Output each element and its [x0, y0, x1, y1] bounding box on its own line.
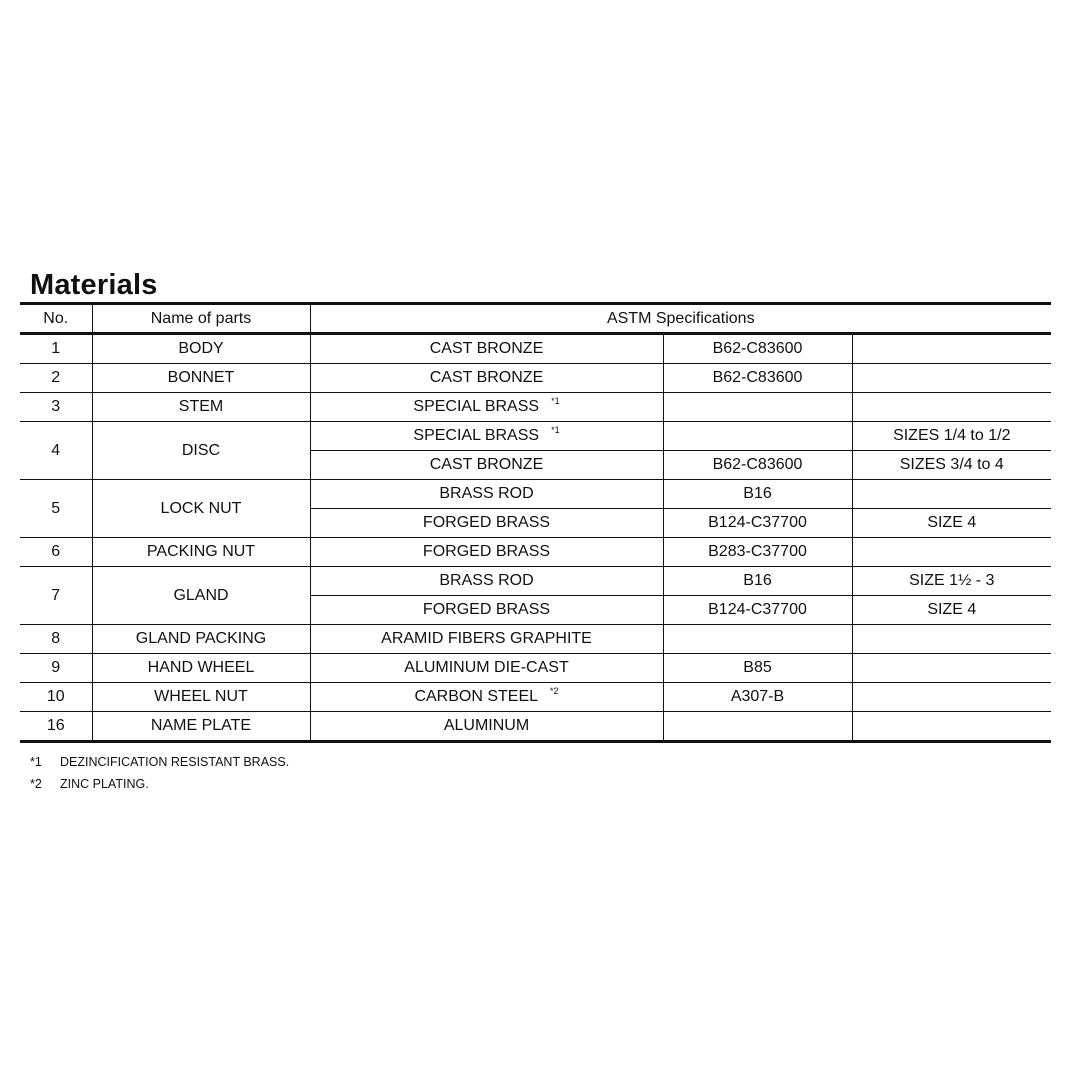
part-remark — [852, 654, 1051, 683]
material-text: SPECIAL BRASS — [413, 426, 540, 444]
footnotes — [30, 751, 289, 795]
footnote-2 — [30, 773, 289, 795]
part-no: 10 — [20, 683, 92, 712]
table-row — [20, 712, 1051, 742]
material-text: BRASS ROD — [439, 485, 534, 502]
part-no: 16 — [20, 712, 92, 742]
table-row — [20, 538, 1051, 567]
part-spec: B85 — [663, 654, 852, 683]
part-material — [310, 625, 663, 654]
part-spec: B62-C83600 — [663, 334, 852, 364]
part-material — [310, 654, 663, 683]
part-no: 8 — [20, 625, 92, 654]
part-material — [310, 683, 663, 712]
footnote-mark: *1 — [30, 755, 42, 769]
part-material — [310, 538, 663, 567]
table-header-row — [20, 304, 1051, 334]
material-text: SPECIAL BRASS — [413, 397, 540, 415]
part-no: 3 — [20, 393, 92, 422]
table-row — [20, 422, 1051, 451]
part-remark — [852, 480, 1051, 509]
part-material — [310, 509, 663, 538]
material-text: FORGED BRASS — [422, 601, 551, 618]
part-spec: A307-B — [663, 683, 852, 712]
table-row — [20, 334, 1051, 364]
header-name-of-parts: Name of parts — [92, 304, 310, 334]
part-spec: B124-C37700 — [663, 509, 852, 538]
part-name: DISC — [92, 422, 310, 480]
page-title: Materials — [30, 269, 158, 301]
part-remark: SIZE 1½ - 3 — [852, 567, 1051, 596]
part-material — [310, 451, 663, 480]
part-name: PACKING NUT — [92, 538, 310, 567]
part-remark: SIZES 1/4 to 1/2 — [852, 422, 1051, 451]
part-name: GLAND — [92, 567, 310, 625]
part-remark: SIZE 4 — [852, 596, 1051, 625]
part-remark — [852, 538, 1051, 567]
header-astm-specifications: ASTM Specifications — [310, 304, 1051, 334]
part-no: 1 — [20, 334, 92, 364]
part-material — [310, 712, 663, 742]
material-text: CARBON STEEL — [414, 687, 539, 705]
part-spec — [663, 625, 852, 654]
part-remark — [852, 625, 1051, 654]
part-spec — [663, 422, 852, 451]
part-material — [310, 596, 663, 625]
part-name: GLAND PACKING — [92, 625, 310, 654]
part-spec: B16 — [663, 480, 852, 509]
footnote-text: DEZINCIFICATION RESISTANT BRASS. — [60, 755, 290, 769]
part-no: 2 — [20, 364, 92, 393]
part-no: 9 — [20, 654, 92, 683]
material-text: FORGED BRASS — [422, 514, 551, 531]
material-text: CAST BRONZE — [429, 369, 544, 386]
footnote-mark: *2 — [30, 777, 42, 791]
part-material — [310, 480, 663, 509]
table-row — [20, 364, 1051, 393]
material-text: FORGED BRASS — [422, 543, 551, 560]
part-spec: B16 — [663, 567, 852, 596]
part-name: BONNET — [92, 364, 310, 393]
part-name: NAME PLATE — [92, 712, 310, 742]
material-text: ALUMINUM — [443, 717, 530, 734]
part-spec — [663, 712, 852, 742]
part-no: 7 — [20, 567, 92, 625]
part-name: WHEEL NUT — [92, 683, 310, 712]
table-row — [20, 683, 1051, 712]
materials-table — [20, 302, 1051, 743]
table-row — [20, 654, 1051, 683]
part-material — [310, 567, 663, 596]
part-spec — [663, 393, 852, 422]
part-no: 6 — [20, 538, 92, 567]
part-name: LOCK NUT — [92, 480, 310, 538]
part-remark: SIZES 3/4 to 4 — [852, 451, 1051, 480]
part-remark: SIZE 4 — [852, 509, 1051, 538]
part-material — [310, 334, 663, 364]
part-spec: B62-C83600 — [663, 451, 852, 480]
material-text: ALUMINUM DIE-CAST — [404, 659, 569, 676]
part-spec: B283-C37700 — [663, 538, 852, 567]
part-material — [310, 364, 663, 393]
material-text: CAST BRONZE — [429, 340, 544, 357]
part-name: STEM — [92, 393, 310, 422]
material-text: ARAMID FIBERS GRAPHITE — [381, 630, 592, 647]
part-remark — [852, 334, 1051, 364]
part-no: 4 — [20, 422, 92, 480]
part-no: 5 — [20, 480, 92, 538]
part-name: HAND WHEEL — [92, 654, 310, 683]
table-row — [20, 393, 1051, 422]
part-name: BODY — [92, 334, 310, 364]
footnote-text: ZINC PLATING. — [60, 777, 149, 791]
footnote-marker: *1 — [551, 395, 560, 406]
part-remark — [852, 364, 1051, 393]
footnote-1 — [30, 751, 289, 773]
part-material — [310, 422, 663, 451]
material-text: BRASS ROD — [439, 572, 534, 589]
part-remark — [852, 393, 1051, 422]
header-no: No. — [20, 304, 92, 334]
table-row — [20, 480, 1051, 509]
footnote-marker: *2 — [550, 685, 559, 696]
footnote-marker: *1 — [551, 424, 560, 435]
table-row — [20, 625, 1051, 654]
material-text: CAST BRONZE — [429, 456, 544, 473]
part-spec: B124-C37700 — [663, 596, 852, 625]
table-row — [20, 567, 1051, 596]
part-remark — [852, 712, 1051, 742]
part-spec: B62-C83600 — [663, 364, 852, 393]
part-remark — [852, 683, 1051, 712]
part-material — [310, 393, 663, 422]
